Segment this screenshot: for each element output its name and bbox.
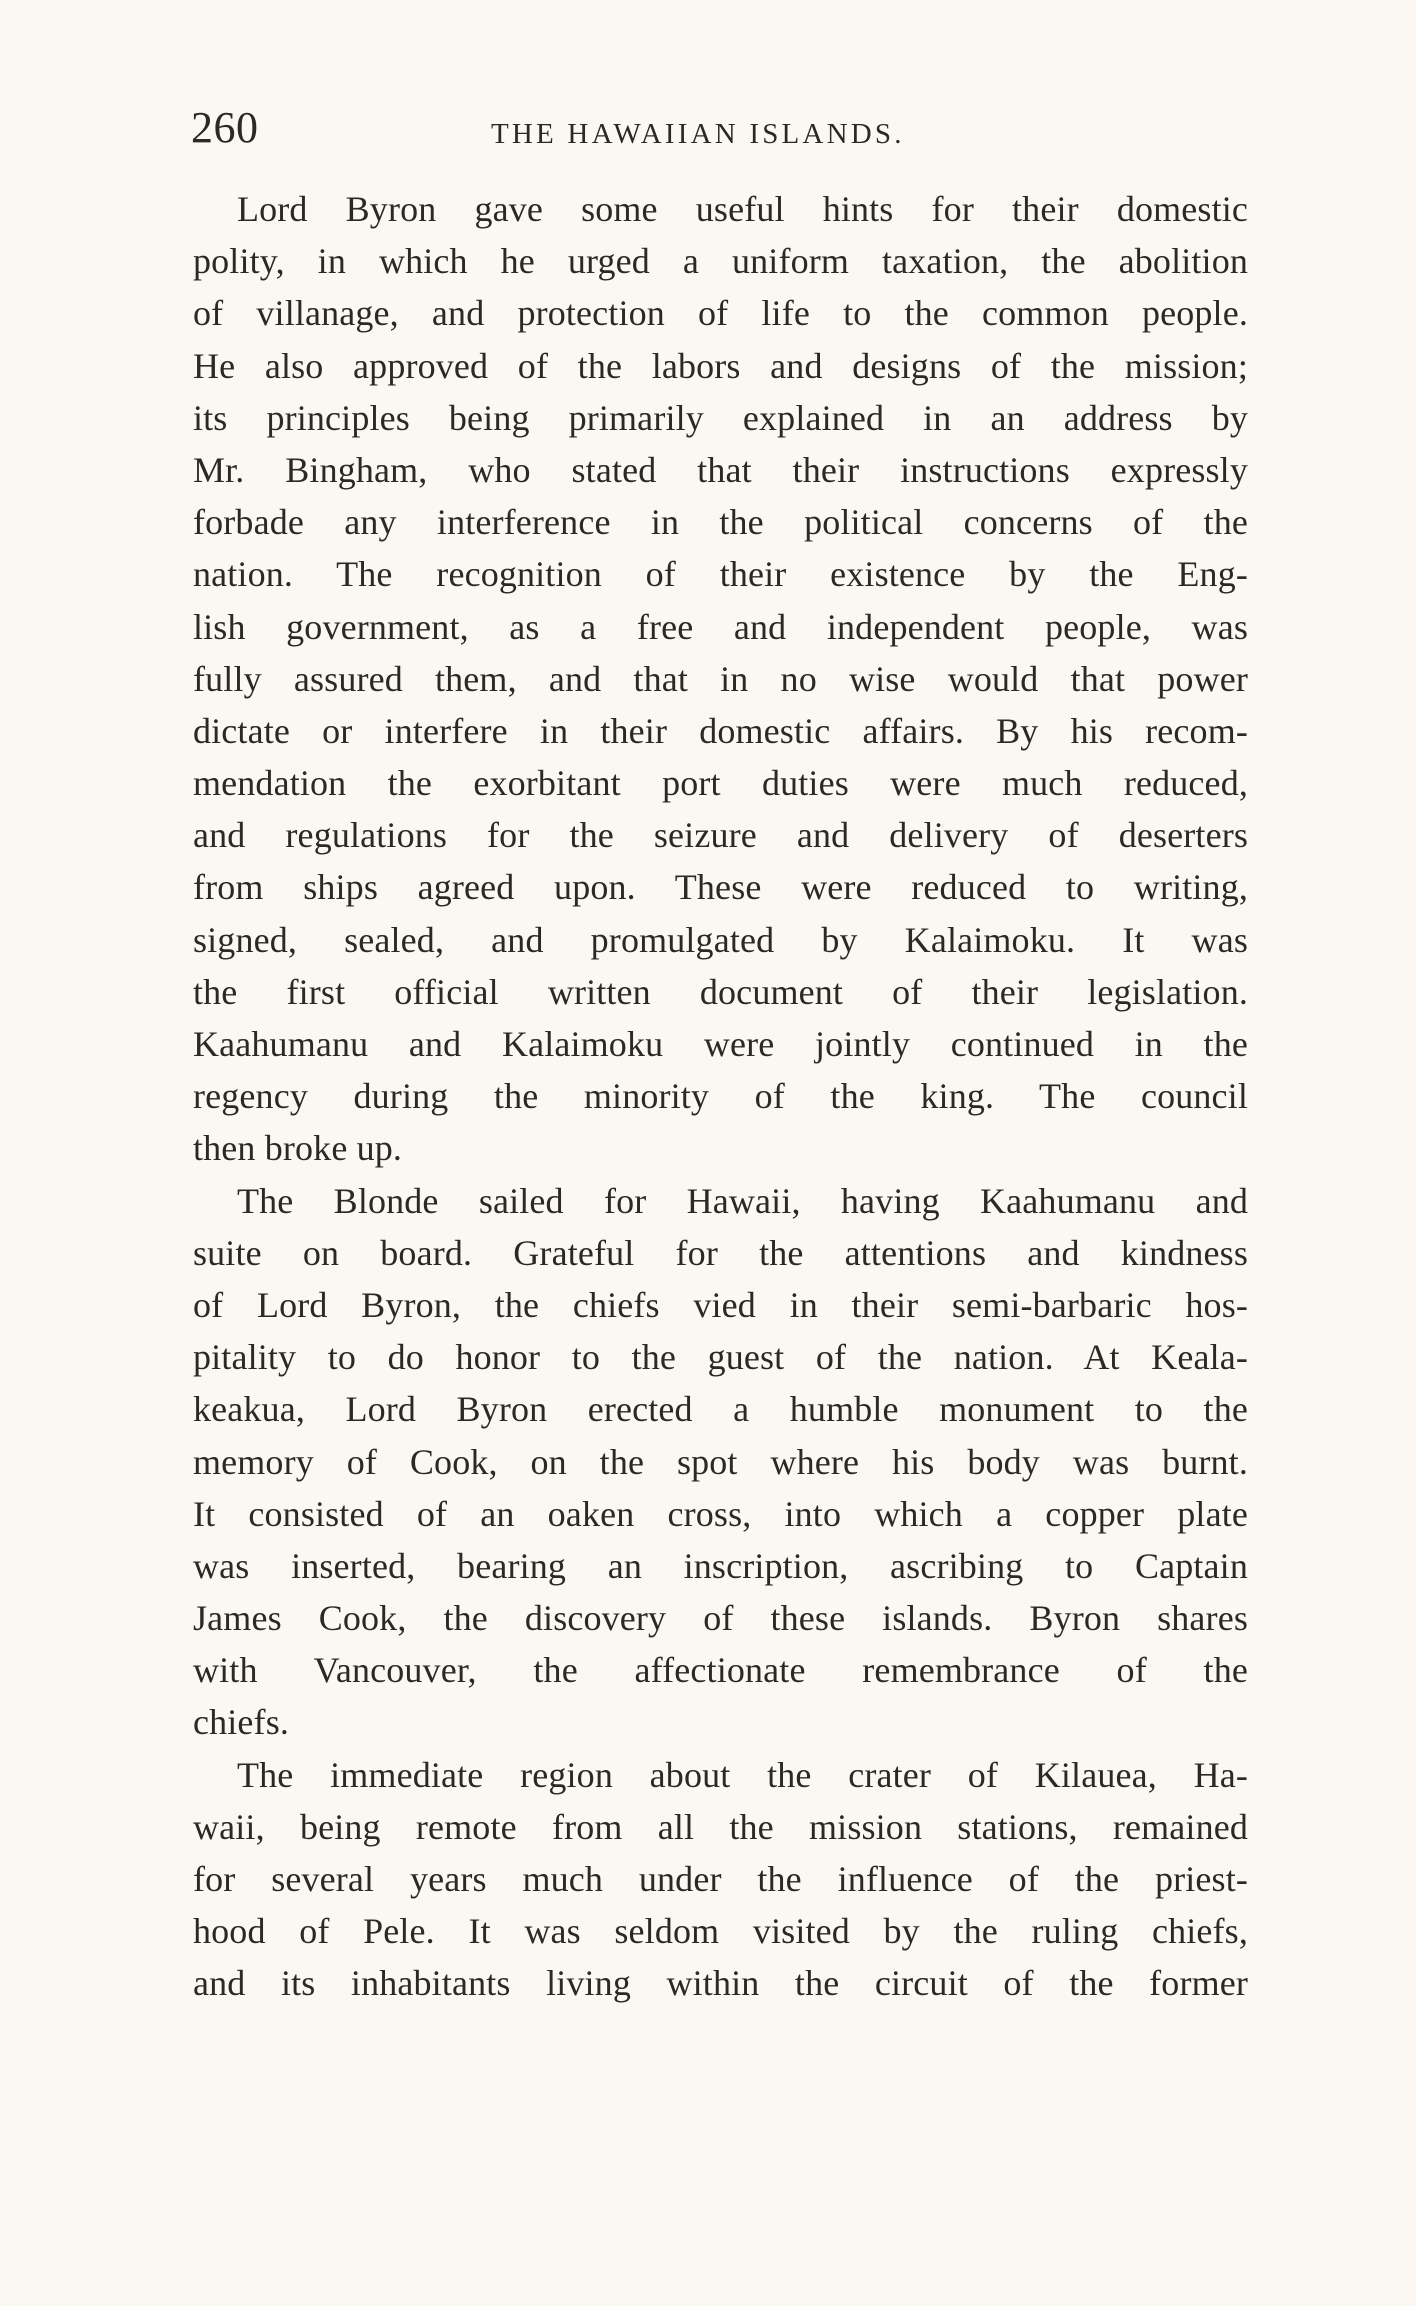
text-line: keakua, Lord Byron erected a humble monument to the <box>193 1389 1248 1430</box>
text-line: of villanage, and protection of life to the common people. <box>193 293 1248 334</box>
text-line: signed, sealed, and promulgated by Kalaimoku. It was <box>193 919 1248 960</box>
text-line: memory of Cook, on the spot where his body was burnt. <box>193 1441 1248 1482</box>
text-line: of Lord Byron, the chiefs vied in their semi-barbaric hos- <box>193 1284 1248 1325</box>
text-line: James Cook, the discovery of these islands. Byron shares <box>193 1598 1248 1639</box>
text-line: and its inhabitants living within the circuit of the former <box>193 1963 1248 2004</box>
text-line: Mr. Bingham, who stated that their instructions expressly <box>193 449 1248 490</box>
paragraph-3 <box>193 1749 1248 2010</box>
text-line: dictate or interfere in their domestic affairs. By his recom- <box>193 710 1248 751</box>
text-line: was inserted, bearing an inscription, ascribing to Captain <box>193 1545 1248 1586</box>
text-line: Lord Byron gave some useful hints for their domestic <box>237 189 1248 229</box>
text-line: its principles being primarily explained in an address by <box>193 397 1248 438</box>
text-line: polity, in which he urged a uniform taxation, the abolition <box>193 241 1248 282</box>
text-line: waii, being remote from all the mission stations, remained <box>193 1806 1248 1847</box>
text-line: hood of Pele. It was seldom visited by the ruling chiefs, <box>193 1911 1248 1952</box>
text-line: nation. The recognition of their existence by the Eng- <box>193 554 1248 595</box>
text-line: the first official written document of their legislation. <box>193 971 1248 1012</box>
text-line: lish government, as a free and independent people, was <box>193 606 1248 647</box>
page-number: 260 <box>191 103 259 152</box>
page-header <box>191 100 1251 160</box>
paragraph-1 <box>193 183 1248 1175</box>
text-line: mendation the exorbitant port duties were much reduced, <box>193 763 1248 804</box>
text-line: The immediate region about the crater of Kilauea, Ha- <box>237 1754 1248 1795</box>
paragraph-2 <box>193 1175 1248 1749</box>
text-line: forbade any interference in the political concerns of the <box>193 502 1248 543</box>
text-line: regency during the minority of the king. The council <box>193 1076 1248 1117</box>
text-line: with Vancouver, the affectionate remembrance of the <box>193 1650 1248 1691</box>
text-line: The Blonde sailed for Hawaii, having Kaahumanu and <box>237 1180 1248 1221</box>
text-line: from ships agreed upon. These were reduced to writing, <box>193 867 1248 908</box>
text-line: fully assured them, and that in no wise would that power <box>193 658 1248 699</box>
text-line: then broke up. <box>193 1128 403 1169</box>
text-line: suite on board. Grateful for the attentions and kindness <box>193 1232 1248 1273</box>
text-line: for several years much under the influence of the priest- <box>193 1859 1248 1899</box>
text-line: and regulations for the seizure and delivery of deserters <box>193 815 1248 856</box>
text-line: Kaahumanu and Kalaimoku were jointly continued in the <box>193 1024 1248 1064</box>
text-line: He also approved of the labors and designs of the mission; <box>193 345 1248 386</box>
body-text <box>193 183 1248 2010</box>
running-head: THE HAWAIIAN ISLANDS. <box>491 118 905 150</box>
text-line: pitality to do honor to the guest of the nation. At Keala- <box>193 1337 1248 1378</box>
text-line: It consisted of an oaken cross, into which a copper plate <box>193 1493 1248 1534</box>
text-line: chiefs. <box>193 1702 290 1743</box>
